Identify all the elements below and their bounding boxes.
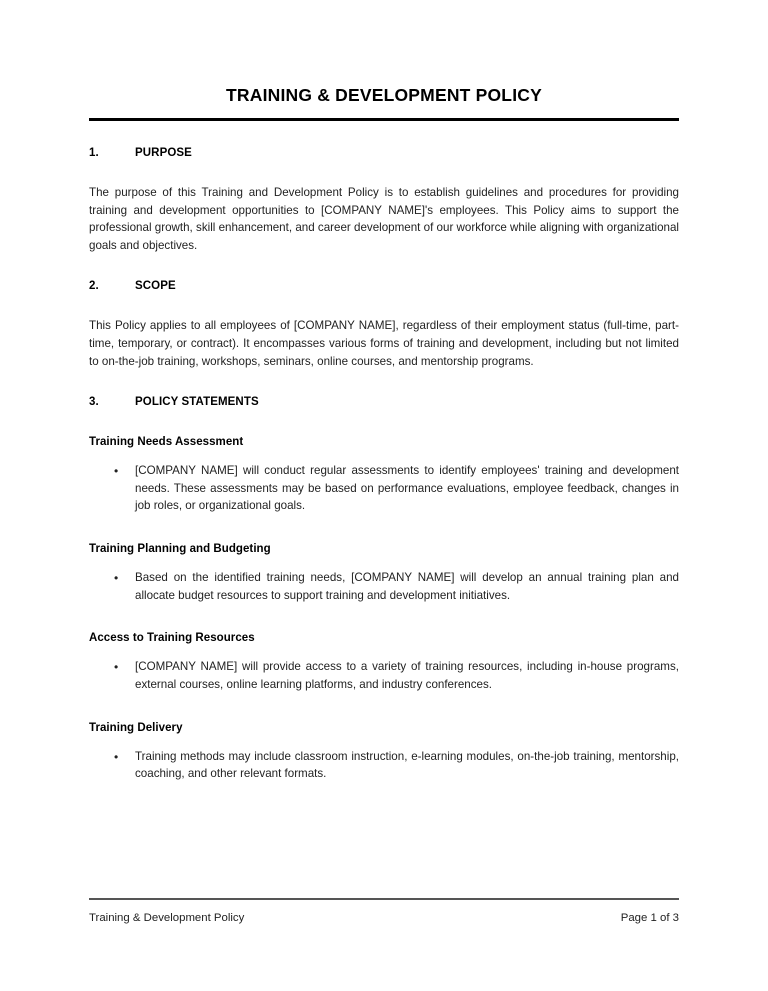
title-divider bbox=[89, 118, 679, 121]
section-number: 3. bbox=[89, 396, 99, 409]
bullet-icon: • bbox=[114, 571, 119, 586]
footer-page-number: Page 1 of 3 bbox=[620, 911, 679, 924]
footer-divider bbox=[89, 898, 679, 900]
page-footer bbox=[89, 898, 679, 924]
bullet-list bbox=[89, 748, 679, 783]
list-item bbox=[89, 462, 679, 515]
section-paragraph: This Policy applies to all employees of [COMPANY NAME], regardless of their employment status (full-time, part-time, temporary, or contract). It encompasses various forms of training and development, including but not limited to on-the-job training, workshops, seminars, online courses, and mentorship programs. bbox=[89, 319, 679, 368]
subsection-heading: Access to Training Resources bbox=[89, 632, 255, 645]
list-item-text: Based on the identified training needs, [COMPANY NAME] will develop an annual training plan and allocate budget resources to support training and development initiatives. bbox=[135, 571, 679, 602]
list-item bbox=[89, 569, 679, 604]
page-title: TRAINING & DEVELOPMENT POLICY bbox=[226, 85, 542, 105]
footer-row bbox=[89, 912, 679, 924]
subsection-heading: Training Delivery bbox=[89, 721, 183, 734]
bullet-icon: • bbox=[114, 749, 119, 764]
bullet-icon: • bbox=[114, 660, 119, 675]
section-title: SCOPE bbox=[135, 280, 176, 293]
bullet-list bbox=[89, 569, 679, 604]
subsection-training-delivery bbox=[89, 722, 679, 783]
section-heading bbox=[89, 280, 679, 292]
subsection-heading: Training Needs Assessment bbox=[89, 436, 244, 449]
section-title: POLICY STATEMENTS bbox=[135, 396, 259, 409]
footer-document-name: Training & Development Policy bbox=[89, 911, 245, 924]
subsection-heading: Training Planning and Budgeting bbox=[89, 543, 271, 556]
list-item bbox=[89, 658, 679, 693]
document-content bbox=[89, 0, 679, 787]
section-paragraph: The purpose of this Training and Development Policy is to establish guidelines and procedures for providing training and development opportunities to [COMPANY NAME]'s employees. This Policy aims to support the professional growth, skill enhancement, and career development of our workforce while aligning with organizational goals and objectives. bbox=[89, 186, 679, 252]
section-heading bbox=[89, 396, 679, 408]
bullet-list bbox=[89, 462, 679, 515]
section-title: PURPOSE bbox=[135, 147, 192, 159]
section-policy-statements bbox=[89, 396, 679, 408]
subsection-access-to-training-resources bbox=[89, 632, 679, 693]
section-number: 2. bbox=[89, 280, 99, 293]
list-item-text: [COMPANY NAME] will conduct regular assessments to identify employees' training and development needs. These assessments may be based on performance evaluations, employee feedback, changes in job roles, or organizational goals. bbox=[135, 464, 679, 513]
list-item bbox=[89, 748, 679, 783]
section-purpose bbox=[89, 147, 679, 254]
list-item-text: Training methods may include classroom instruction, e-learning modules, on-the-job training, mentorship, coaching, and other relevant formats. bbox=[135, 749, 679, 781]
subsection-training-needs-assessment bbox=[89, 436, 679, 515]
section-heading bbox=[89, 147, 679, 159]
section-number: 1. bbox=[89, 147, 99, 159]
bullet-icon: • bbox=[114, 464, 119, 479]
list-item-text: [COMPANY NAME] will provide access to a variety of training resources, including in-house programs, external courses, online learning platforms, and industry conferences. bbox=[135, 660, 679, 691]
bullet-list bbox=[89, 658, 679, 693]
section-scope bbox=[89, 280, 679, 370]
subsection-training-planning-and-budgeting bbox=[89, 543, 679, 604]
